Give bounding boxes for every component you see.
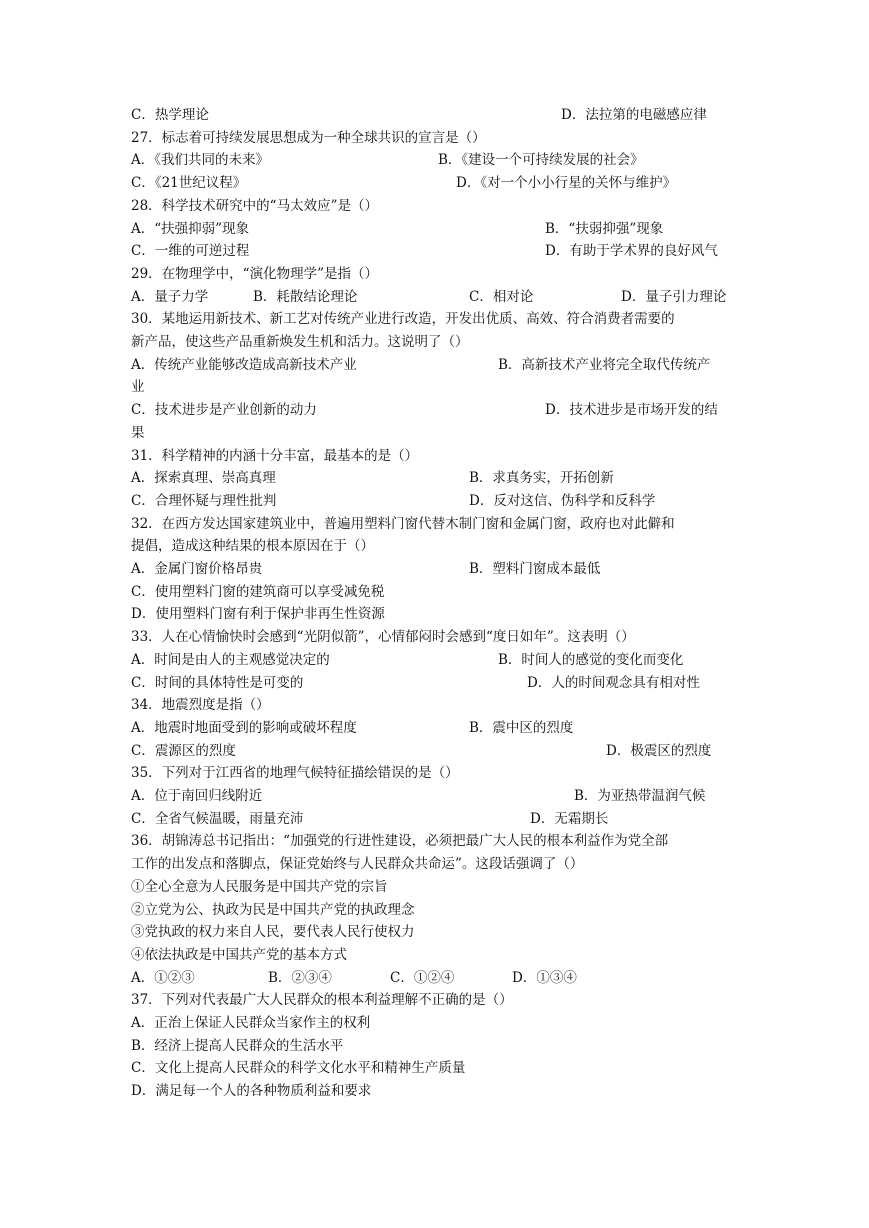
- line-text: B．经济上提高人民群众的生活水平: [131, 1037, 344, 1054]
- line-text: 37．下列对代表最广大人民群众的根本利益理解不正确的是（）: [131, 992, 513, 1009]
- line-text: C．一维的可逆过程: [131, 243, 250, 260]
- line-text: 提倡，造成这种结果的根本原因在于（）: [131, 538, 374, 555]
- line-text: ①全心全意为人民服务是中国共产党的宗旨: [131, 878, 388, 895]
- line-text: C．《21世纪议程》: [131, 175, 247, 192]
- line-text: A．①②③: [131, 969, 195, 986]
- option-text: D．①③④: [512, 969, 577, 986]
- line-text: C．文化上提高人民群众的科学文化水平和精神生产质量: [131, 1060, 466, 1077]
- option-text: B．求真务实，开拓创新: [469, 470, 614, 487]
- option-text: B．时间人的感觉的变化而变化: [498, 651, 684, 668]
- option-text: B．为亚热带温润气候: [574, 788, 706, 804]
- line-text: ④依法执政是中国共产党的基本方式: [131, 946, 347, 963]
- line-text: 27．标志着可持续发展思想成为一种全球共识的宣言是（）: [131, 129, 486, 146]
- option-text: D．人的时间观念具有相对性: [527, 674, 700, 691]
- line-text: 果: [131, 424, 145, 441]
- line-text: C．震源区的烈度: [131, 742, 236, 759]
- option-text: B．②③④: [268, 969, 332, 986]
- option-text: D．量子引力理论: [621, 288, 727, 305]
- line-text: 29．在物理学中，“演化物理学”是指（）: [131, 265, 378, 282]
- line-text: D．满足每一个人的各种物质利益和要求: [131, 1083, 372, 1100]
- line-text: 新产品，使这些产品重新焕发生机和活力。这说明了（）: [131, 334, 469, 350]
- option-text: B．“扶弱抑强”现象: [545, 220, 664, 237]
- option-text: D．有助于学术界的良好风气: [545, 243, 718, 260]
- line-text: 33．人在心情愉快时会感到“光阴似箭”，心情郁闷时会感到“度日如年”。这表明（）: [131, 629, 635, 646]
- line-text: 32．在西方发达国家建筑业中，普遍用塑料门窗代替木制门窗和金属门窗，政府也对此僻和: [131, 515, 675, 532]
- option-text: B．《建设一个可持续发展的社会》: [438, 152, 644, 169]
- line-text: C．时间的具体特性是可变的: [131, 674, 304, 691]
- line-text: A．量子力学: [131, 288, 209, 305]
- line-text: A．金属门窗价格昂贵: [131, 561, 263, 577]
- line-text: A．位于南回归线附近: [131, 788, 263, 804]
- line-text: C．使用塑料门窗的建筑商可以享受减免税: [131, 583, 385, 600]
- option-text: C．①②④: [390, 969, 455, 986]
- option-text: B．高新技术产业将完全取代传统产: [498, 356, 711, 373]
- option-text: C．相对论: [469, 288, 534, 305]
- line-text: A．《我们共同的未来》: [131, 152, 269, 169]
- line-text: 31．科学精神的内涵十分丰富，最基本的是（）: [131, 447, 419, 464]
- line-text: A．地震时地面受到的影响或破坏程度: [131, 719, 357, 736]
- line-text: C．热学理论: [131, 107, 209, 123]
- line-text: A．正治上保证人民群众当家作主的权利: [131, 1015, 371, 1031]
- option-text: D．无霜期长: [530, 810, 609, 827]
- option-text: D．《对一个小小行星的关怀与维护》: [456, 175, 677, 192]
- line-text: ②立党为公、执政为民是中国共产党的执政理念: [131, 901, 415, 918]
- line-text: 28．科学技术研究中的“马太效应”是（）: [131, 197, 378, 214]
- option-text: D．极震区的烈度: [606, 742, 712, 759]
- line-text: 35．下列对于江西省的地理气候特征描绘错误的是（）: [131, 765, 459, 782]
- line-text: A．时间是由人的主观感觉决定的: [131, 651, 330, 668]
- line-text: C．合理怀疑与理性批判: [131, 492, 277, 509]
- option-text: D．技术进步是市场开发的结: [545, 402, 718, 419]
- line-text: A．探索真理、崇高真理: [131, 470, 276, 487]
- line-text: 业: [131, 379, 145, 396]
- line-text: C．全省气候温暖，雨量充沛: [131, 810, 304, 827]
- line-text: 36．胡锦涛总书记指出：“加强党的行进性建设，必须把最广大人民的根本利益作为党全部: [131, 833, 669, 850]
- option-text: B．震中区的烈度: [469, 719, 574, 736]
- line-text: 30．某地运用新技术、新工艺对传统产业进行改造，开发出优质、高效、符合消费者需要的: [131, 311, 675, 328]
- line-text: A．“扶强抑弱”现象: [131, 220, 250, 237]
- line-text: A．传统产业能够改造成高新技术产业: [131, 356, 357, 373]
- option-text: D．法拉第的电磁感应律: [561, 107, 707, 123]
- option-text: B．耗散结论理论: [253, 288, 358, 305]
- line-text: ③党执政的权力来自人民，要代表人民行使权力: [131, 924, 415, 941]
- option-text: B．塑料门窗成本最低: [469, 561, 601, 577]
- line-text: D．使用塑料门窗有利于保护非再生性资源: [131, 606, 385, 623]
- line-text: 工作的出发点和落脚点，保证党始终与人民群众共命运”。这段话强调了（）: [131, 856, 584, 873]
- option-text: D．反对这信、伪科学和反科学: [469, 492, 656, 509]
- line-text: C．技术进步是产业创新的动力: [131, 402, 317, 419]
- line-text: 34．地震烈度是指（）: [131, 697, 270, 714]
